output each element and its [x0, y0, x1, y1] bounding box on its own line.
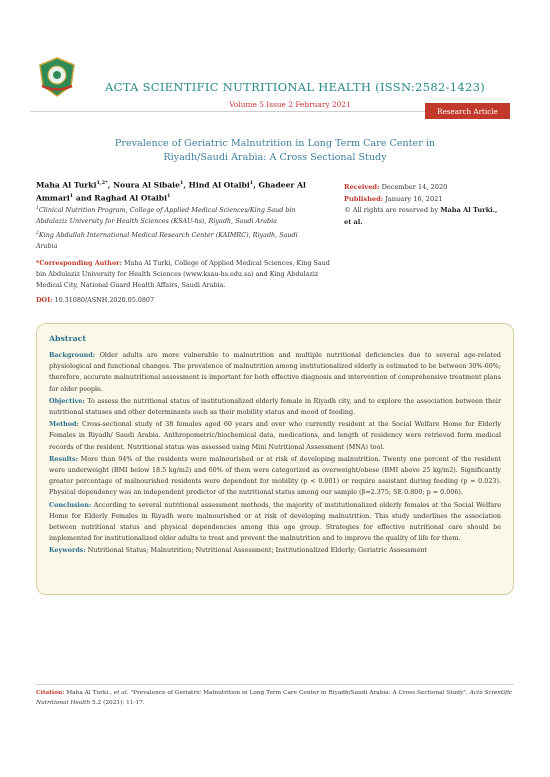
- doi-link[interactable]: 10.31080/ASNH.2020.05.0807: [52, 296, 155, 304]
- abstract-conclusion: Conclusion: According to several nutritional assessment methods, the majority of institutionalized elderly females at the Social Welfare Home for Elderly Females in Riyadh were malnourished or at risk of developing malnutrition. This study underlines the association between nutritional status and physical dependencies among this age group. Strategies for effective nutritional care should be implemented for institutionalized older adults to treat and prevent the malnutrition and to improve the quality of life for them.: [49, 500, 501, 543]
- article-title-line-2: Riyadh/Saudi Arabia: A Cross Sectional Study: [163, 152, 387, 163]
- article-title-line-1: Prevalence of Geriatric Malnutrition in Long Term Care Center in: [114, 138, 436, 149]
- journal-title: ACTA SCIENTIFIC NUTRITIONAL HEALTH (ISSN:2582-1423): [105, 80, 485, 94]
- header-divider: [30, 111, 480, 112]
- author-name: Maha Al Turki: [36, 180, 97, 190]
- affiliation-2: $^2$King Abdullah International Medical Research Center (KAIMRC), Riyadh, Saudi Arabia: [36, 230, 298, 250]
- author-name: Ammari: [36, 193, 70, 203]
- corresponding-text: Maha Al Turki, College of Applied Medical Sciences, King Saud bin Abdulaziz University for Health Sciences (www.ksau-hs.edu.sa) and King Abdulaziz Medical City, National Guard Health Affairs, Saudi Arabia.: [36, 259, 330, 290]
- dates-box: [336, 178, 514, 238]
- article-title: [60, 137, 490, 165]
- abstract-box: [36, 323, 514, 595]
- author-name: , Noura Al Sibaie: [107, 180, 180, 190]
- author-list: [36, 178, 316, 203]
- corresponding-label: *Corresponding Author:: [36, 259, 122, 267]
- doi-label: DOI:: [36, 296, 53, 304]
- author-name: and Raghad Al Otaibi: [73, 193, 167, 203]
- footer-divider: [36, 684, 514, 685]
- article-type-badge: Research Article: [425, 103, 510, 119]
- author-sup: 1: [69, 192, 74, 199]
- affiliations: [36, 203, 306, 252]
- author-sup: 1: [179, 180, 184, 186]
- published-date: Published: January 16, 2021: [344, 194, 443, 203]
- abstract-results: Results: More than 94% of the residents were malnourished or at risk of developing malnutrition. Twenty one percent of the resident were underweight (BMI below 18.5 kg/m2) and 60% of them were categorized as overweight/obese (BMI above 25 kg/m2). Significantly greater percentage of malnourished residents were dependent for mobility (p < 0.001) or require assistant during feeding (p = 0.023). Physical dependency was an independent predictor of the nutritional status among our sample (β=2.375; SE 0.800; p = 0.006).: [49, 454, 501, 497]
- author-name: , Hind Al Otaibi: [183, 180, 250, 190]
- abstract-heading: Abstract: [49, 334, 87, 343]
- abstract-keywords: Keywords: Nutritional Status; Malnutrition; Nutritional Assessment; Institutionalized Elderly; Geriatric Assessment: [49, 546, 428, 555]
- doi: [36, 296, 336, 304]
- author-sup: 1,2*: [96, 180, 108, 186]
- citation-label: Citation:: [36, 690, 65, 696]
- author-sup: 1: [249, 180, 254, 186]
- corresponding-author: [36, 258, 336, 292]
- abstract-background: Background: Older adults are more vulnerable to malnutrition and multiple nutritional deficiencies due to several age-related physiological and functional changes. The prevalence of malnutrition among institutionalized elderly is estimated to be between 30%-60%; therefore, accurate malnutritional assessment is important for both effective diagnosis and intervention of comprehensive treatment plans for older people.: [49, 351, 501, 393]
- abstract-objective: Objective: To assess the nutritional status of institutionalized elderly female in Riyadh city, and to explore the association between their nutritional statuses and other determinants such as their mobility status and mood of feeding.: [49, 396, 501, 417]
- author-sup: 1: [166, 192, 171, 199]
- received-date: Received: December 14, 2020: [344, 183, 448, 191]
- issue-info: Volume 5 Issue 2 February 2021: [229, 100, 351, 109]
- abstract-method: Method: Cross-sectional study of 38 females aged 60 years and over who currently resident at the Social Welfare Home for Elderly Females in Riyadh/ Saudi Arabia. Anthropometric/biochemical data, medications, and length of residency were retrieved form medical records of the resident. Nutritional status was assessed using Mini Nutritional Assessment (MNA) tool.: [49, 420, 501, 451]
- author-name: , Ghadeer Al: [253, 180, 306, 190]
- affiliation-1: $^1$Clinical Nutrition Program, College of Applied Medical Sciences/King Saud bin Abdulaziz University for Health Sciences (KSAU-hs), Riyadh, Saudi Arabia: [36, 206, 296, 226]
- rights-notice: © All rights are reserved by Maha Al Turki., et al.: [344, 206, 498, 226]
- citation: Citation: Maha Al Turki., et al. "Prevalence of Geriatric Malnutrition in Long Term Care Center in Riyadh/Saudi Arabia: A Cross Sectional Study". Acta Scientific Nutritional Health 5.2 (2021): 11-17.: [36, 690, 513, 706]
